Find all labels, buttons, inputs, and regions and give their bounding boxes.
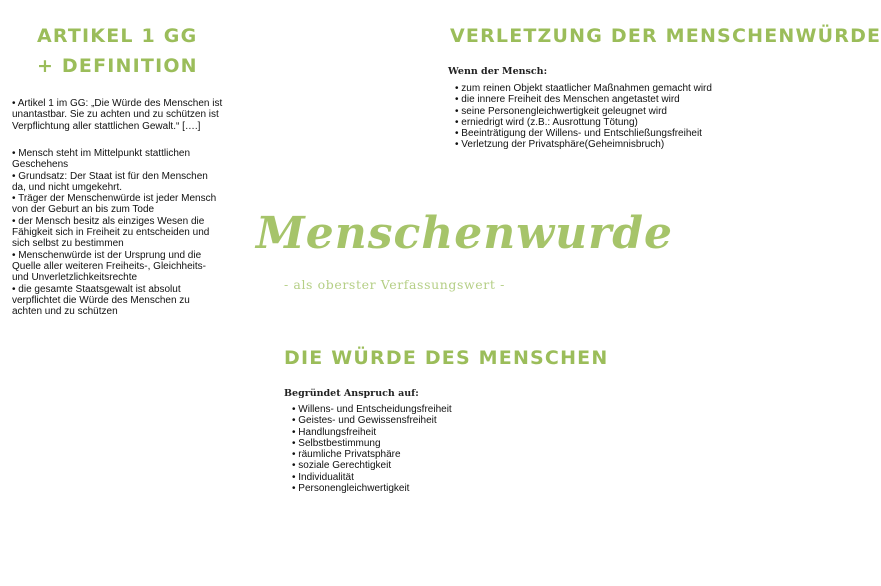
wuerde-list <box>292 404 512 494</box>
list-item: • Willens- und Entscheidungsfreiheit <box>292 404 512 415</box>
verletzung-heading: VERLETZUNG DER MENSCHENWÜRDE <box>450 25 881 47</box>
definition-points <box>12 148 222 317</box>
article-quote: • Artikel 1 im GG: „Die Würde des Menschen ist unantastbar. Sie zu achten und zu schützen ist Verpflichtung aller stattlichen Gewalt.“ [….] <box>12 98 223 132</box>
list-item: • Handlungsfreiheit <box>292 427 512 438</box>
list-item: • Menschenwürde ist der Ursprung und die Quelle aller weiteren Freiheits-, Gleichheits- und Unverletzlichkeitsrechte <box>12 249 206 284</box>
list-item: • erniedrigt wird (z.B.: Ausrottung Tötung) <box>455 117 795 128</box>
list-item: • Grundsatz: Der Staat ist für den Menschen da, und nicht umgekehrt. <box>12 170 208 193</box>
page-subtitle: - als oberster Verfassungswert - <box>284 277 505 292</box>
list-item: • Geistes- und Gewissensfreiheit <box>292 415 512 426</box>
list-item: • Selbstbestimmung <box>292 438 512 449</box>
list-item: • soziale Gerechtigkeit <box>292 460 512 471</box>
list-item: • Mensch steht im Mittelpunkt stattlichen Geschehens <box>12 148 191 171</box>
list-item: • Beeinträtigung der Willens- und Entschließungsfreiheit <box>455 128 795 139</box>
list-item: • zum reinen Objekt staatlicher Maßnahmen gemacht wird <box>455 83 795 94</box>
definition-heading: + DEFINITION <box>37 55 198 77</box>
list-item: • seine Personengleichwertigkeit geleugnet wird <box>455 106 795 117</box>
list-item: • die gesamte Staatsgewalt ist absolut verpflichtet die Würde des Menschen zu achten und zu schützen <box>12 283 190 318</box>
list-item: • räumliche Privatsphäre <box>292 449 512 460</box>
list-item: • Individualität <box>292 472 512 483</box>
wuerde-intro: Begründet Anspruch auf: <box>284 388 419 399</box>
verletzung-list <box>455 83 795 151</box>
verletzung-intro: Wenn der Mensch: <box>448 66 548 77</box>
list-item: • der Mensch besitz als einziges Wesen die Fähigkeit sich in Freiheit zu entscheiden und sich selbst zu bestimmen <box>12 215 210 250</box>
list-item: • Verletzung der Privatsphäre(Geheimnisbruch) <box>455 139 795 150</box>
list-item: • Personengleichwertigkeit <box>292 483 512 494</box>
artikel-heading: ARTIKEL 1 GG <box>37 25 198 47</box>
wuerde-heading: DIE WÜRDE DES MENSCHEN <box>284 347 609 369</box>
list-item: • Träger der Menschenwürde ist jeder Mensch von der Geburt an bis zum Tode <box>12 193 217 216</box>
list-item: • die innere Freiheit des Menschen angetastet wird <box>455 94 795 105</box>
page-title: Menschenwurde <box>256 208 674 259</box>
